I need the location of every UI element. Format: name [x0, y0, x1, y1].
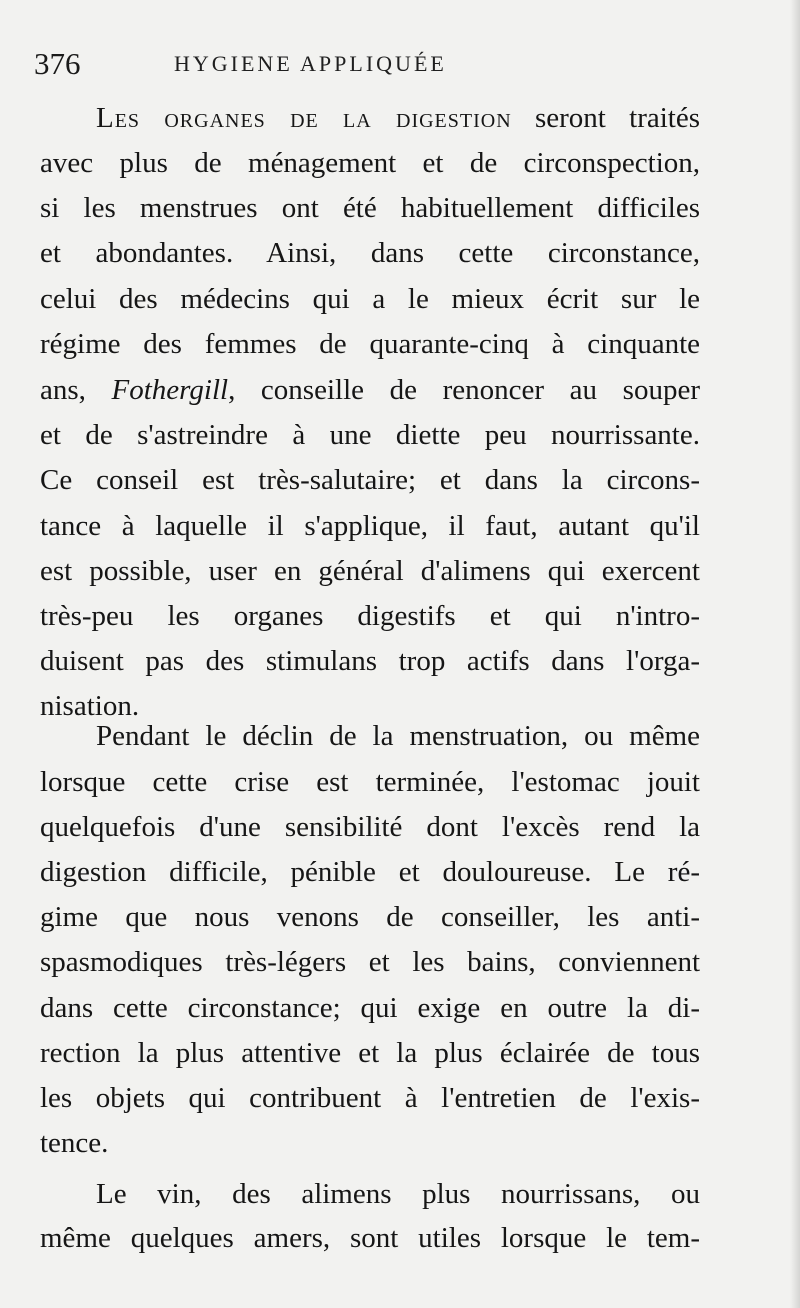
text-line: tance à laquelle il s'applique, il faut, autant qu'il [40, 510, 700, 542]
text-line: gime que nous venons de conseiller, les anti- [40, 901, 700, 933]
text-line: si les menstrues ont été habituellement difficiles [40, 192, 700, 224]
text-line: Pendant le déclin de la menstruation, ou même [96, 720, 700, 752]
text-line: lorsque cette crise est terminée, l'estomac jouit [40, 766, 700, 798]
text-line: duisent pas des stimulans trop actifs dans l'orga- [40, 645, 700, 677]
text-line: et de s'astreindre à une diette peu nourrissante. [40, 419, 700, 451]
text-line: régime des femmes de quarante-cinq à cinquante [40, 328, 700, 360]
text-line [40, 367, 700, 413]
page-edge-shadow [790, 0, 800, 1308]
page-number: 376 [34, 46, 81, 81]
text-line: avec plus de ménagement et de circonspection, [40, 147, 700, 179]
text-line: Ce conseil est très-salutaire; et dans la circons- [40, 464, 700, 496]
text-line: rection la plus attentive et la plus éclairée de tous [40, 1037, 700, 1069]
line-prefix: ans, [40, 374, 112, 406]
text-line: même quelques amers, sont utiles lorsque le tem- [40, 1222, 700, 1254]
text-line: et abondantes. Ainsi, dans cette circonstance, [40, 237, 700, 269]
running-title: HYGIENE APPLIQUÉE [174, 51, 447, 76]
text-line: digestion difficile, pénible et douloureuse. Le ré- [40, 856, 700, 888]
section-lead: Les organes de la digestion [96, 102, 512, 134]
text-line [40, 95, 700, 141]
text-line: Le vin, des alimens plus nourrissans, ou [96, 1178, 700, 1210]
text-line: est possible, user en général d'alimens qui exercent [40, 555, 700, 587]
author-name: Fothergill [111, 374, 229, 406]
line-suffix: , conseille de renoncer au souper [228, 374, 700, 406]
text-line: nisation. [40, 690, 140, 722]
text-line: dans cette circonstance; qui exige en outre la di- [40, 992, 700, 1024]
text-line: spasmodiques très-légers et les bains, conviennent [40, 946, 700, 978]
text-line: quelquefois d'une sensibilité dont l'excès rend la [40, 811, 700, 843]
text-line: très-peu les organes digestifs et qui n'intro- [40, 600, 700, 632]
line-text: seront traités [511, 102, 700, 134]
text-line: celui des médecins qui a le mieux écrit sur le [40, 283, 700, 315]
text-line: les objets qui contribuent à l'entretien de l'exis- [40, 1082, 700, 1114]
text-line: tence. [40, 1127, 109, 1159]
page-header [34, 42, 734, 86]
